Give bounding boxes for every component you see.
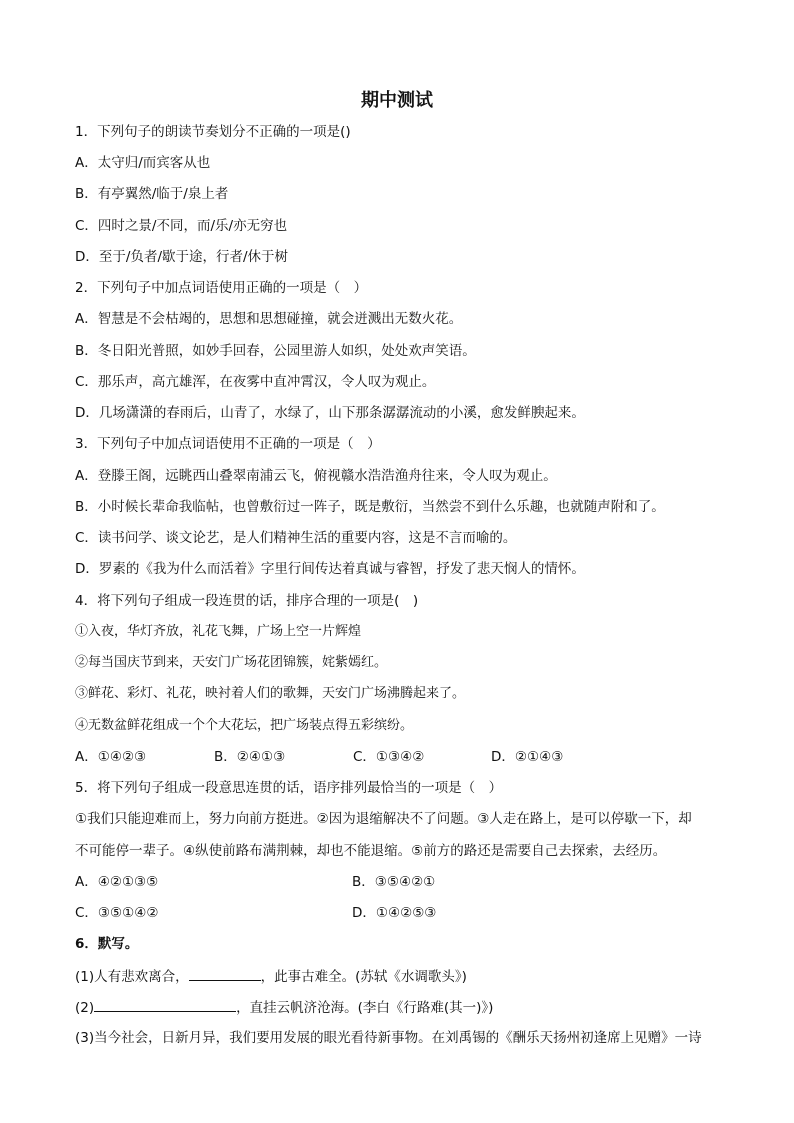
q4-option-c: C．①③④② <box>353 749 425 765</box>
answer-blank-2[interactable] <box>94 997 236 1012</box>
q3-option-b: B．小时候长辈命我临帖，也曾敷衍过一阵子，既是敷衍，当然尝不到什么乐趣，也就随声附和了。 <box>75 499 665 515</box>
page-title: 期中测试 <box>361 90 433 111</box>
q2-option-a: A．智慧是不会枯竭的，思想和思想碰撞，就会迸溅出无数火花。 <box>75 311 463 327</box>
q2-option-b: B．冬日阳光普照，如妙手回春，公园里游人如织，处处欢声笑语。 <box>75 343 476 359</box>
q6-stem: 6．默写。 <box>75 936 139 952</box>
q3-option-c: C．读书问学、谈文论艺，是人们精神生活的重要内容，这是不言而喻的。 <box>75 530 517 546</box>
q2-stem: 2．下列句子中加点词语使用正确的一项是（ ） <box>75 280 368 296</box>
q4-option-a: A．①④②③ <box>75 749 147 765</box>
q6-item-2-prefix: (2) <box>75 1000 95 1016</box>
q1-option-d: D．至于/负者/歇于途，行者/休于树 <box>75 249 289 265</box>
q5-body-line-1: ①我们只能迎难而上，努力向前方挺进。②因为退缩解决不了问题。③人走在路上，是可以停歇一下，却 <box>75 811 692 827</box>
q5-option-a: A．④②①③⑤ <box>75 874 159 890</box>
q3-option-a: A．登滕王阁，远眺西山叠翠南浦云飞，俯视赣水浩浩渔舟往来，令人叹为观止。 <box>75 468 557 484</box>
q5-body-line-2: 不可能停一辈子。④纵使前路布满荆棘，却也不能退缩。⑤前方的路还是需要自己去探索，去经历。 <box>75 843 667 859</box>
q6-item-2 <box>75 997 725 1018</box>
q6-item-1-prefix: (1)人有悲欢离合， <box>75 969 189 985</box>
answer-blank-1[interactable] <box>189 966 261 981</box>
q4-option-d: D．②①④③ <box>491 749 564 765</box>
q5-stem: 5．将下列句子组成一段意思连贯的话，语序排列最恰当的一项是（ ） <box>75 780 503 796</box>
q4-option-b: B．②④①③ <box>214 749 286 765</box>
q4-stem: 4．将下列句子组成一段连贯的话，排序合理的一项是( ) <box>75 593 419 609</box>
q4-sentence-4: ④无数盆鲜花组成一个个大花坛，把广场装点得五彩缤纷。 <box>75 718 414 733</box>
q4-sentence-3: ③鲜花、彩灯、礼花，映衬着人们的歌舞，天安门广场沸腾起来了。 <box>75 686 466 701</box>
q4-sentence-1: ①入夜，华灯齐放，礼花飞舞，广场上空一片辉煌 <box>75 624 362 639</box>
q1-option-b: B．有亭翼然/临于/泉上者 <box>75 186 229 202</box>
q5-option-c: C．③⑤①④② <box>75 905 159 921</box>
q5-option-b: B．③⑤④②① <box>352 874 436 890</box>
q1-stem: 1．下列句子的朗读节奏划分不正确的一项是() <box>75 124 351 140</box>
q6-item-1-suffix: ，此事古难全。(苏轼《水调歌头》) <box>260 969 467 985</box>
q6-item-3: (3)当今社会，日新月异，我们要用发展的眼光看待新事物。在刘禹锡的《酬乐天扬州初逢席上见赠》一诗 <box>75 1030 702 1046</box>
q5-option-d: D．①④②⑤③ <box>352 905 437 921</box>
q6-item-1 <box>75 966 725 987</box>
q1-option-a: A．太守归/而宾客从也 <box>75 155 211 171</box>
q2-option-d: D．几场潇潇的春雨后，山青了，水绿了，山下那条潺潺流动的小溪，愈发鲜腴起来。 <box>75 405 585 421</box>
q3-stem: 3．下列句子中加点词语使用不正确的一项是（ ） <box>75 436 381 452</box>
q2-option-c: C．那乐声，高亢雄浑，在夜雾中直冲霄汉，令人叹为观止。 <box>75 374 436 390</box>
q4-sentence-2: ②每当国庆节到来，天安门广场花团锦簇，姹紫嫣红。 <box>75 655 388 670</box>
q1-option-c: C．四时之景/不同，而/乐/亦无穷也 <box>75 218 288 234</box>
q6-item-2-suffix: ，直挂云帆济沧海。(李白《行路难(其一)》) <box>236 1000 494 1016</box>
q3-option-d: D．罗素的《我为什么而活着》字里行间传达着真诚与睿智，抒发了悲天悯人的情怀。 <box>75 561 585 577</box>
